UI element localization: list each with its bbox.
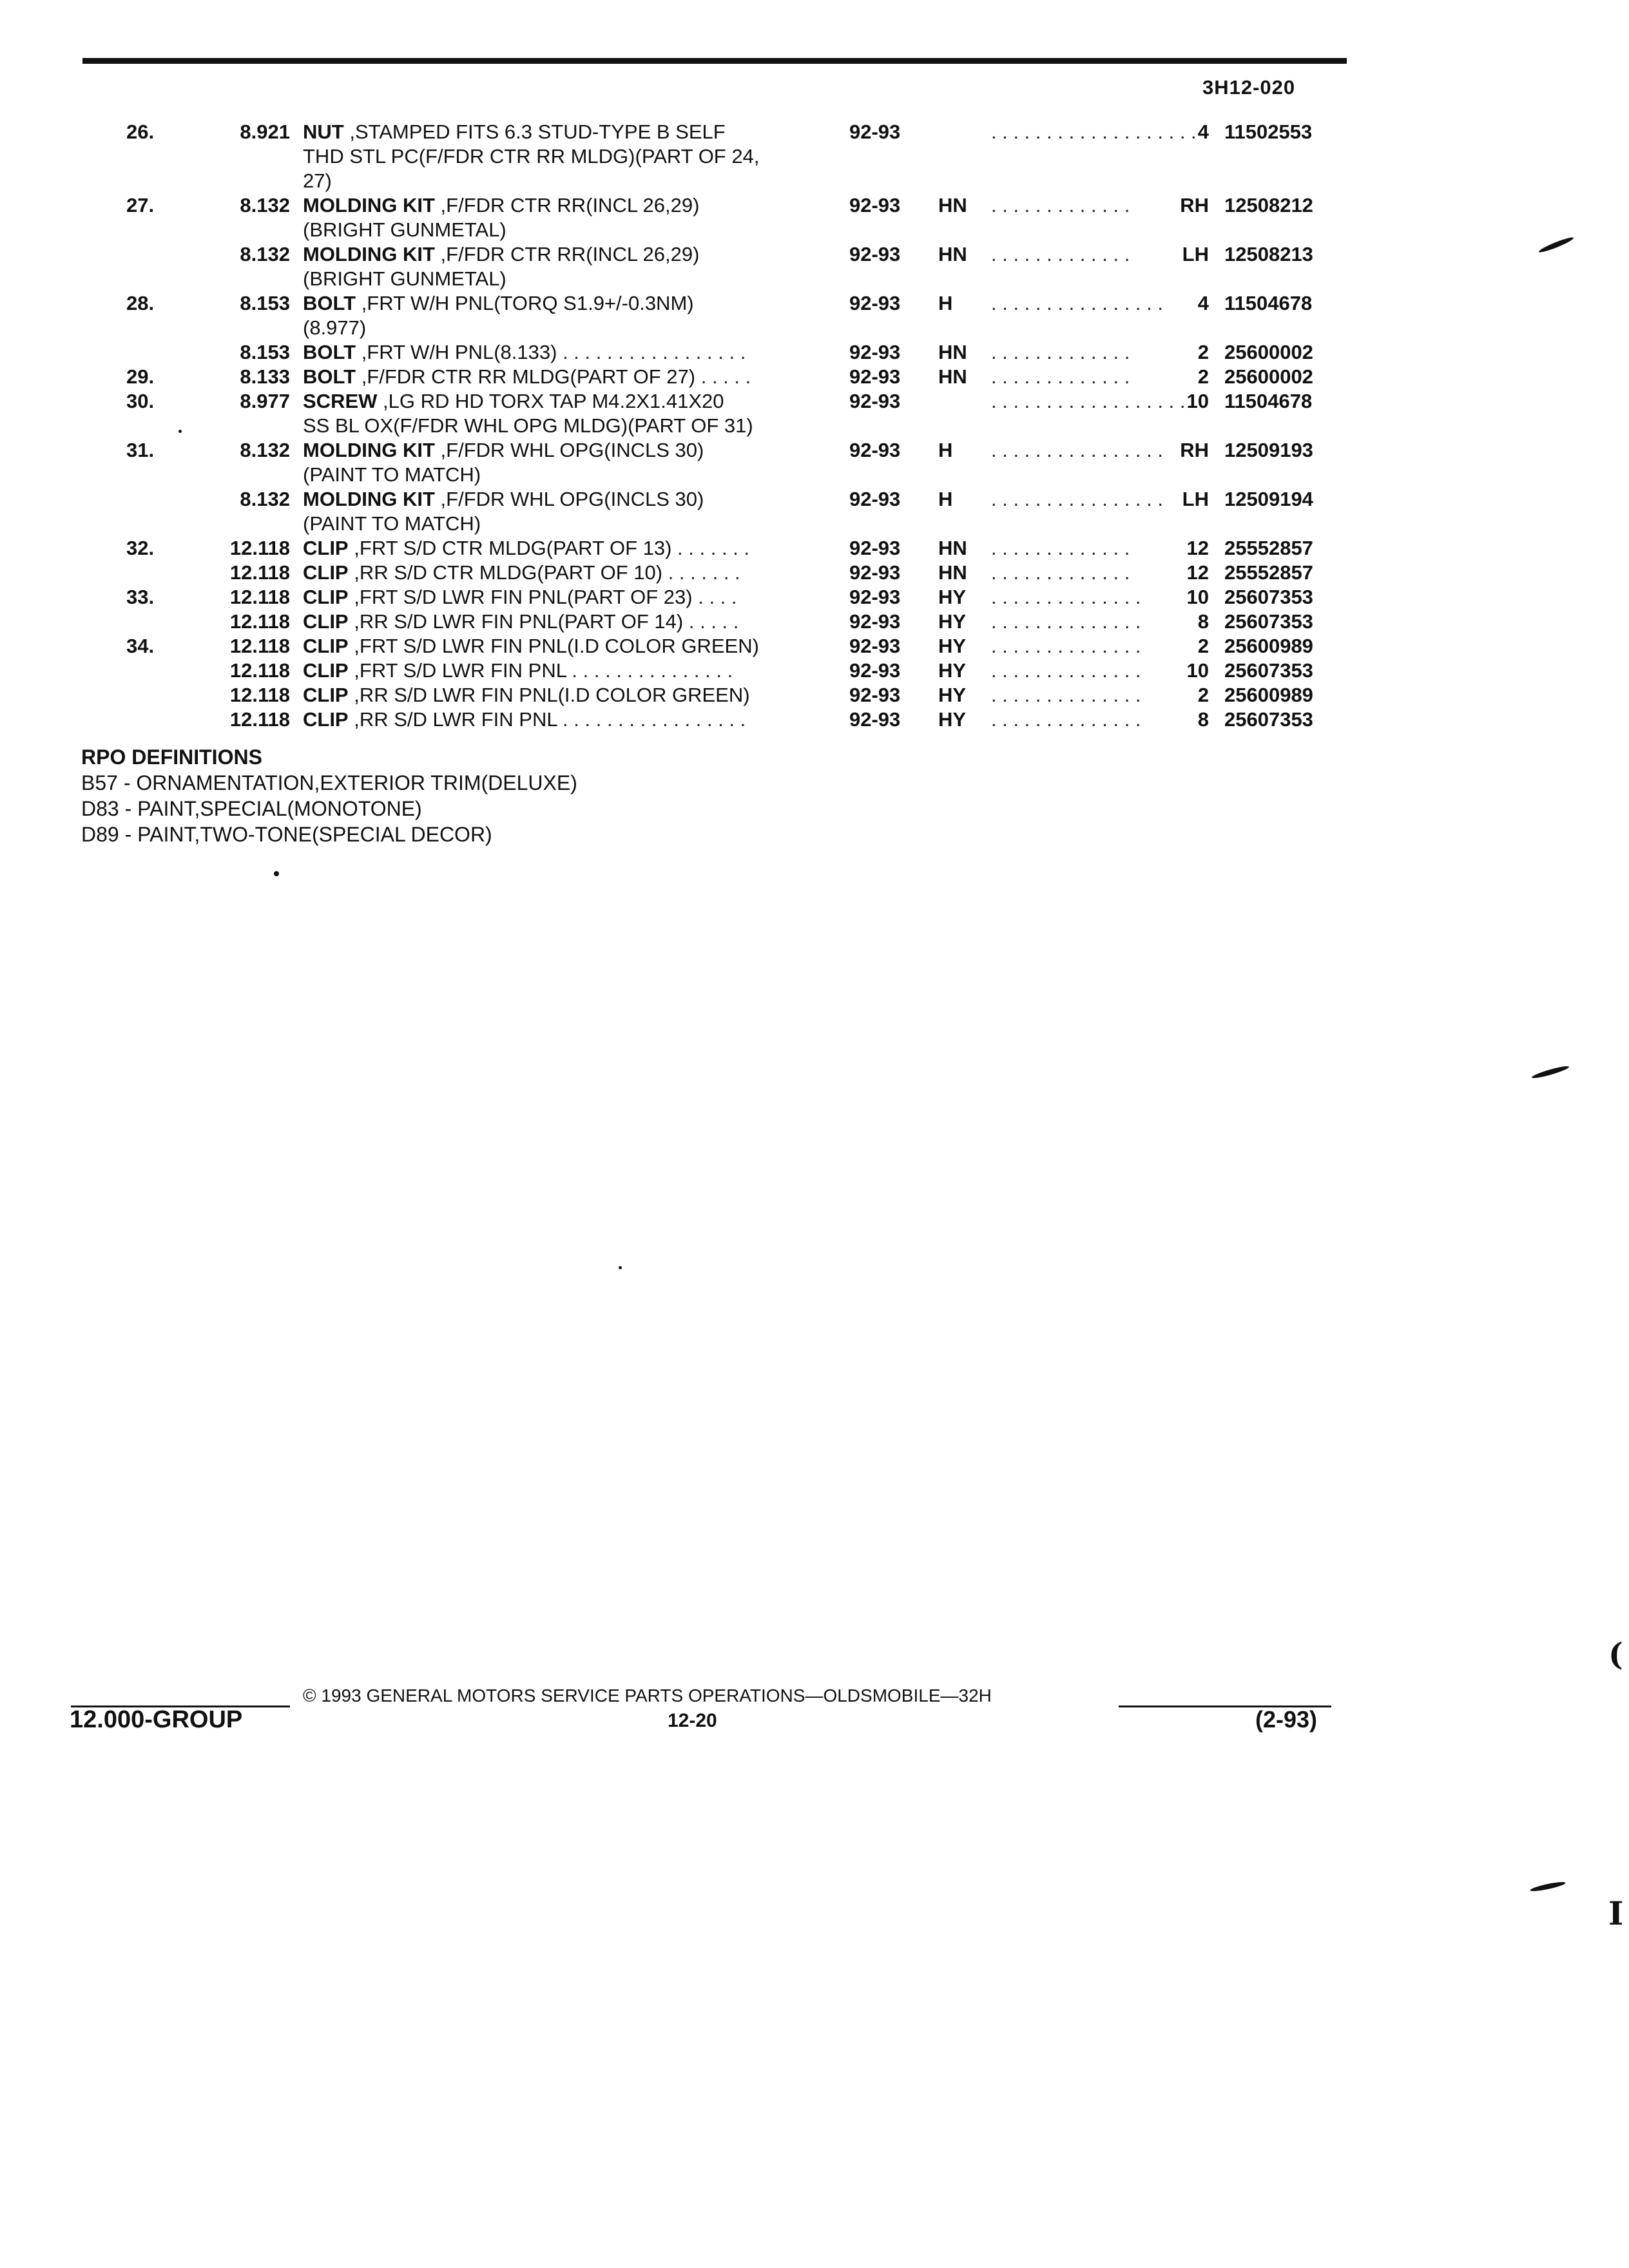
group-number: 8.977 [240, 390, 290, 412]
group-number: 8.132 [240, 243, 290, 265]
part-number: 25607353 [1224, 659, 1313, 682]
series-code: H [938, 292, 953, 314]
item-number: 32. [126, 537, 155, 559]
part-number: 25607353 [1224, 586, 1313, 608]
part-description [303, 242, 838, 291]
page-number: 12-20 [668, 1710, 717, 1731]
part-row [0, 561, 1629, 585]
series-code: HY [938, 708, 967, 731]
leader-dots: . . . . . . . . . . . . . . [991, 610, 1141, 633]
copyright-line: © 1993 GENERAL MOTORS SERVICE PARTS OPERATIONS—OLDSMOBILE—32H [303, 1686, 992, 1706]
part-name: SCREW [303, 390, 378, 412]
part-row [0, 242, 1629, 291]
part-detail: ,LG RD HD TORX TAP M4.2X1.41X20 [377, 390, 724, 412]
part-detail-line2: (PAINT TO MATCH) [303, 512, 481, 535]
leader-dots: . . . . . . . . . . . . . . . . . [557, 708, 746, 731]
part-description [303, 634, 838, 658]
group-number: 12.118 [229, 586, 290, 608]
leader-dots: . . . . . . . . . . . . . . [991, 635, 1141, 657]
leader-dots: . . . . . . . . . . . . . . . [566, 659, 733, 682]
part-detail-line2: (8.977) [303, 316, 367, 339]
part-description [303, 536, 838, 561]
part-detail: ,RR S/D LWR FIN PNL(I.D COLOR GREEN) [348, 684, 750, 706]
part-detail: ,RR S/D LWR FIN PNL [348, 708, 557, 731]
series-code: HN [938, 561, 967, 584]
part-description [303, 610, 838, 634]
group-number: 12.118 [229, 561, 290, 584]
part-name: CLIP [303, 610, 349, 633]
part-row [0, 683, 1629, 707]
part-name: CLIP [303, 635, 349, 657]
part-row [0, 340, 1629, 365]
part-detail-line2: (BRIGHT GUNMETAL) [303, 267, 506, 290]
series-code: HN [938, 537, 967, 559]
group-number: 12.118 [229, 684, 290, 706]
part-row [0, 634, 1629, 658]
part-number: 25552857 [1224, 561, 1313, 584]
quantity: LH [1182, 488, 1209, 510]
part-detail-line3: 27) [303, 169, 332, 192]
group-number: 8.132 [240, 488, 290, 510]
leader-dots: . . . . . . . . . . . . . [991, 194, 1130, 216]
leader-dots: . . . . . . . . . . . . . [991, 365, 1130, 388]
part-row [0, 610, 1629, 634]
part-row [0, 707, 1629, 732]
series-code: HN [938, 194, 967, 216]
part-name: NUT [303, 120, 344, 143]
part-name: BOLT [303, 341, 356, 363]
binder-mark [1531, 1064, 1570, 1080]
quantity: 8 [1197, 708, 1209, 731]
part-name: MOLDING KIT [303, 488, 435, 510]
leader-dots: . . . . . . . [671, 537, 750, 559]
item-number: 30. [126, 390, 155, 412]
quantity: 8 [1197, 610, 1209, 633]
item-number: 34. [126, 635, 155, 657]
part-row [0, 291, 1629, 340]
part-row [0, 438, 1629, 487]
rpo-heading: RPO DEFINITIONS [81, 745, 262, 769]
series-code: HY [938, 635, 967, 657]
part-name: CLIP [303, 537, 349, 559]
series-code: HY [938, 586, 967, 608]
revision-date: (2-93) [1255, 1706, 1318, 1733]
series-code: HY [938, 684, 967, 706]
group-number: 12.118 [229, 537, 290, 559]
part-row [0, 389, 1629, 438]
item-number: 33. [126, 586, 155, 608]
series-code: HN [938, 365, 967, 388]
model-years: 92-93 [849, 635, 901, 657]
group-number: 8.153 [240, 292, 290, 314]
part-name: BOLT [303, 292, 356, 314]
part-description [303, 340, 838, 365]
part-description [303, 683, 838, 707]
part-detail: ,FRT S/D LWR FIN PNL(PART OF 23) [348, 586, 693, 608]
part-detail: ,FRT S/D LWR FIN PNL [348, 659, 566, 682]
part-name: MOLDING KIT [303, 194, 435, 216]
quantity: 12 [1186, 561, 1209, 584]
speck [178, 430, 182, 433]
series-code: HN [938, 243, 967, 265]
part-number: 12509193 [1224, 439, 1313, 461]
quantity: LH [1182, 243, 1209, 265]
group-number: 8.921 [240, 120, 290, 143]
part-name: MOLDING KIT [303, 439, 435, 461]
part-detail: ,F/FDR WHL OPG(INCLS 30) [434, 439, 704, 461]
part-detail-line2: THD STL PC(F/FDR CTR RR MLDG)(PART OF 24, [303, 145, 760, 168]
part-name: CLIP [303, 586, 349, 608]
part-description [303, 438, 838, 487]
part-row [0, 365, 1629, 389]
model-years: 92-93 [849, 120, 901, 143]
leader-dots: . . . . [692, 586, 737, 608]
group-number: 8.132 [240, 439, 290, 461]
group-number: 12.118 [229, 708, 290, 731]
model-years: 92-93 [849, 610, 901, 633]
part-detail: ,FRT S/D LWR FIN PNL(I.D COLOR GREEN) [348, 635, 759, 657]
part-number: 25600989 [1224, 684, 1313, 706]
series-code: HY [938, 610, 967, 633]
model-years: 92-93 [849, 659, 901, 682]
leader-dots: . . . . . . . . . . . . . . [991, 684, 1141, 706]
rpo-item: D83 - PAINT,SPECIAL(MONOTONE) [81, 797, 422, 820]
part-name: CLIP [303, 659, 349, 682]
section-id: 3H12-020 [1202, 76, 1296, 99]
part-description [303, 707, 838, 732]
part-description [303, 561, 838, 585]
series-code: HN [938, 341, 967, 363]
part-number: 11502553 [1224, 120, 1313, 143]
part-row [0, 120, 1629, 193]
item-number: 31. [126, 439, 155, 461]
part-detail: ,RR S/D CTR MLDG(PART OF 10) [348, 561, 663, 584]
part-number: 25600989 [1224, 635, 1313, 657]
leader-dots: . . . . . [695, 365, 751, 388]
model-years: 92-93 [849, 341, 901, 363]
group-label: 12.000-GROUP [70, 1706, 243, 1733]
group-number: 8.153 [240, 341, 290, 363]
model-years: 92-93 [849, 243, 901, 265]
part-detail: ,F/FDR CTR RR(INCL 26,29) [434, 194, 700, 216]
part-detail-line2: SS BL OX(F/FDR WHL OPG MLDG)(PART OF 31) [303, 414, 753, 437]
part-number: 25607353 [1224, 708, 1313, 731]
rpo-item: D89 - PAINT,TWO-TONE(SPECIAL DECOR) [81, 823, 492, 846]
part-row [0, 536, 1629, 561]
quantity: 10 [1186, 390, 1209, 412]
part-name: CLIP [303, 684, 349, 706]
top-rule [82, 58, 1347, 64]
model-years: 92-93 [849, 365, 901, 388]
model-years: 92-93 [849, 390, 901, 412]
part-description [303, 291, 838, 340]
part-number: 25552857 [1224, 537, 1313, 559]
part-name: BOLT [303, 365, 356, 388]
model-years: 92-93 [849, 537, 901, 559]
quantity: 2 [1197, 684, 1209, 706]
leader-dots: . . . . . . . . . . . . . . . . . . . [991, 120, 1197, 143]
part-name: CLIP [303, 708, 349, 731]
part-name: CLIP [303, 561, 349, 584]
part-description [303, 585, 838, 610]
speck [274, 871, 279, 876]
quantity: RH [1180, 194, 1209, 216]
leader-dots: . . . . . . . . . . . . . [991, 243, 1130, 265]
rpo-definitions [81, 744, 577, 847]
part-row [0, 487, 1629, 536]
model-years: 92-93 [849, 439, 901, 461]
part-detail: ,RR S/D LWR FIN PNL(PART OF 14) [348, 610, 684, 633]
part-number: 25607353 [1224, 610, 1313, 633]
part-row [0, 585, 1629, 610]
quantity: 2 [1197, 341, 1209, 363]
leader-dots: . . . . . . . . . . . . . . . . [991, 439, 1163, 461]
series-code: H [938, 439, 953, 461]
binder-mark [1530, 1880, 1566, 1892]
margin-glyph-upper: ( [1608, 1637, 1623, 1673]
quantity: 4 [1197, 292, 1209, 314]
leader-dots: . . . . . . . . . . . . . . . . [991, 292, 1163, 314]
part-detail-line2: (BRIGHT GUNMETAL) [303, 218, 506, 241]
speck [619, 1266, 622, 1269]
item-number: 26. [126, 120, 155, 143]
group-number: 12.118 [229, 659, 290, 682]
part-number: 25600002 [1224, 365, 1313, 388]
item-number: 27. [126, 194, 155, 216]
model-years: 92-93 [849, 708, 901, 731]
item-number: 28. [126, 292, 155, 314]
leader-dots: . . . . . . . . . . . . . [991, 537, 1130, 559]
margin-glyph-lower: I [1608, 1894, 1624, 1932]
group-number: 12.118 [229, 635, 290, 657]
part-description [303, 365, 838, 389]
quantity: 2 [1197, 365, 1209, 388]
part-number: 11504678 [1224, 292, 1313, 314]
quantity: 2 [1197, 635, 1209, 657]
part-description [303, 487, 838, 536]
part-detail: ,F/FDR CTR RR MLDG(PART OF 27) [356, 365, 696, 388]
part-detail: ,F/FDR WHL OPG(INCLS 30) [434, 488, 704, 510]
leader-dots: . . . . . . . . . . . . . . [991, 708, 1141, 731]
leader-dots: . . . . . . . . . . . . . [991, 341, 1130, 363]
part-number: 12509194 [1224, 488, 1313, 510]
part-description [303, 120, 838, 193]
part-detail-line2: (PAINT TO MATCH) [303, 463, 481, 486]
part-row [0, 658, 1629, 683]
quantity: 10 [1186, 659, 1209, 682]
part-detail: ,F/FDR CTR RR(INCL 26,29) [434, 243, 700, 265]
model-years: 92-93 [849, 194, 901, 216]
group-number: 8.133 [240, 365, 290, 388]
part-description [303, 193, 838, 242]
series-code: HY [938, 659, 967, 682]
part-detail: ,FRT W/H PNL(TORQ S1.9+/-0.3NM) [356, 292, 694, 314]
part-row [0, 193, 1629, 242]
leader-dots: . . . . . [683, 610, 739, 633]
model-years: 92-93 [849, 488, 901, 510]
leader-dots: . . . . . . . . . . . . . . [991, 659, 1141, 682]
part-number: 12508213 [1224, 243, 1313, 265]
part-number: 12508212 [1224, 194, 1313, 216]
quantity: RH [1180, 439, 1209, 461]
part-description [303, 658, 838, 683]
part-description [303, 389, 838, 438]
part-detail: ,FRT S/D CTR MLDG(PART OF 13) [348, 537, 672, 559]
series-code: H [938, 488, 953, 510]
rpo-item: B57 - ORNAMENTATION,EXTERIOR TRIM(DELUXE) [81, 771, 577, 794]
model-years: 92-93 [849, 561, 901, 584]
parts-list [0, 120, 1629, 732]
quantity: 12 [1186, 537, 1209, 559]
item-number: 29. [126, 365, 155, 388]
leader-dots: . . . . . . . . . . . . . . . . . . [991, 390, 1186, 412]
leader-dots: . . . . . . . . . . . . . [991, 561, 1130, 584]
leader-dots: . . . . . . . . . . . . . . . . [991, 488, 1163, 510]
part-detail: ,STAMPED FITS 6.3 STUD-TYPE B SELF [343, 120, 726, 143]
model-years: 92-93 [849, 684, 901, 706]
leader-dots: . . . . . . . . . . . . . . . . . [557, 341, 746, 363]
part-name: MOLDING KIT [303, 243, 435, 265]
quantity: 10 [1186, 586, 1209, 608]
model-years: 92-93 [849, 586, 901, 608]
part-number: 25600002 [1224, 341, 1313, 363]
group-number: 8.132 [240, 194, 290, 216]
leader-dots: . . . . . . . [662, 561, 740, 584]
leader-dots: . . . . . . . . . . . . . . [991, 586, 1141, 608]
part-detail: ,FRT W/H PNL(8.133) [356, 341, 557, 363]
quantity: 4 [1197, 120, 1209, 143]
model-years: 92-93 [849, 292, 901, 314]
part-number: 11504678 [1224, 390, 1313, 412]
group-number: 12.118 [229, 610, 290, 633]
